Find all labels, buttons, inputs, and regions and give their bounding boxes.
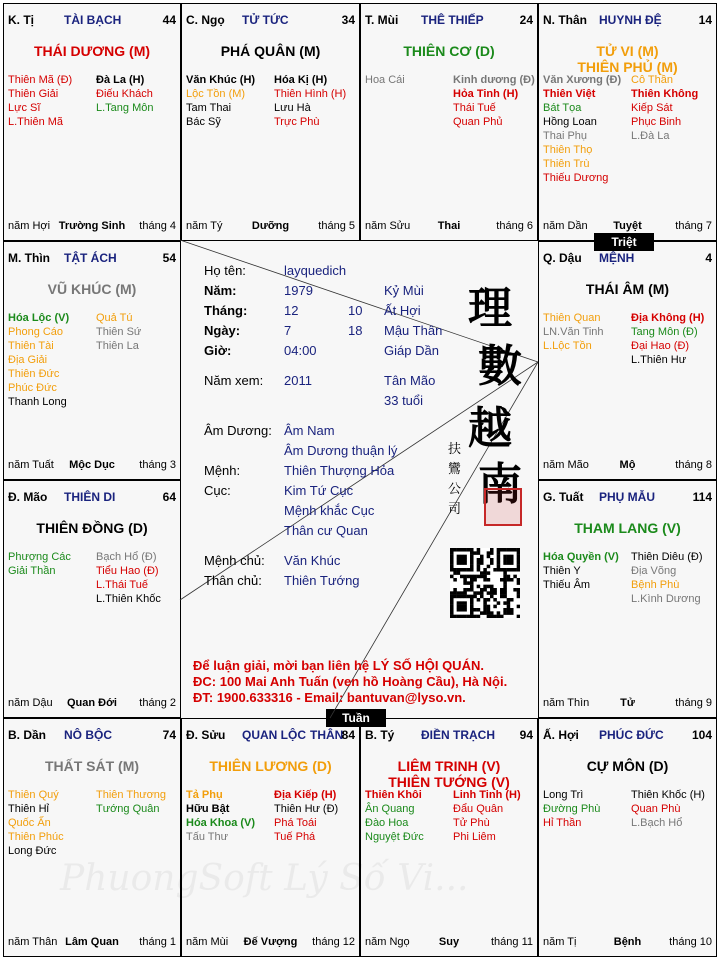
minor-star: Thiên Đức <box>8 368 60 380</box>
ngay-am: 18 <box>348 323 363 338</box>
palace-name: MỆNH <box>599 251 635 265</box>
minor-star: Thái Tuế <box>453 102 496 114</box>
palace-branch: Q. Dậu <box>543 251 582 265</box>
palace-number: 4 <box>705 251 712 265</box>
minor-star: Lộc Tồn (M) <box>186 88 246 100</box>
palace-cycle: Quan Đới <box>67 697 117 709</box>
palace-name: HUYNH ĐỆ <box>599 13 662 27</box>
main-star: VŨ KHÚC (M) <box>47 281 137 297</box>
palace-name: QUAN LỘC <box>242 728 306 742</box>
than-chu-value: Thiên Tướng <box>284 573 360 588</box>
minor-star: Hồng Loan <box>543 116 597 128</box>
palace-branch: N. Thân <box>543 13 587 27</box>
palace-year: năm Hợi <box>8 220 51 232</box>
minor-star: Thiếu Dương <box>543 172 609 184</box>
minor-star: Kiếp Sát <box>631 102 673 114</box>
minor-star: L.Thái Tuế <box>96 579 148 591</box>
calligraphy-char-3: 越 <box>468 403 512 454</box>
minor-star: Đào Hoa <box>365 817 409 829</box>
minor-star: Long Đức <box>8 845 57 857</box>
minor-star: Phượng Các <box>8 551 71 563</box>
main-star: THIÊN PHỦ (M) <box>577 59 678 75</box>
minor-star: Bác Sỹ <box>186 116 221 128</box>
palace-name: PHÚC ĐỨC <box>599 728 664 742</box>
minor-star: Phá Toái <box>274 817 317 829</box>
palace-cycle: Trường Sinh <box>58 220 126 232</box>
minor-star: Tả Phụ <box>186 789 223 801</box>
main-star: THIÊN LƯƠNG (D) <box>209 758 332 774</box>
palace-branch: Đ. Mão <box>8 490 48 504</box>
minor-star: Bạch Hổ (Đ) <box>96 551 157 563</box>
calligraphy-char-1: 理 <box>468 283 512 334</box>
minor-star: Thiếu Âm <box>543 579 591 591</box>
minor-star: Thiên Thương <box>96 789 167 801</box>
palace-month: tháng 6 <box>496 220 533 232</box>
minor-star: Thiên Giải <box>8 88 59 100</box>
palace-name: TỬ TỨC <box>242 13 289 27</box>
palace-number: 94 <box>519 728 533 742</box>
minor-star: Đại Hao (Đ) <box>631 340 690 352</box>
tuoi-value: 33 tuổi <box>384 393 424 408</box>
minor-star: Thiên Sứ <box>96 326 142 338</box>
minor-star: Thiên Việt <box>543 88 596 100</box>
nam-xem-can-chi: Tân Mão <box>384 373 436 388</box>
palace-branch: M. Thìn <box>8 251 50 265</box>
triet-tag: Triệt <box>594 233 654 251</box>
minor-star: Thiên Không <box>631 88 699 100</box>
main-star: THIÊN ĐỒNG (D) <box>36 520 148 536</box>
minor-star: Thai Phụ <box>543 130 588 142</box>
palace-year: năm Ngọ <box>365 936 410 948</box>
palace-month: tháng 2 <box>139 697 176 709</box>
minor-star: Hữu Bật <box>186 803 230 815</box>
minor-star: Hoa Cái <box>365 74 405 86</box>
minor-star: Hóa Kị (H) <box>274 74 328 86</box>
minor-star: Địa Giải <box>8 354 48 366</box>
seal-text: 扶鸞公司 <box>448 442 462 517</box>
minor-star: L.Tang Môn <box>96 102 154 114</box>
menh-chu-label: Mệnh chủ: <box>204 553 265 568</box>
minor-star: Thiên Trù <box>543 158 590 170</box>
minor-star: Tang Môn (Đ) <box>631 326 698 338</box>
palace-cycle: Suy <box>438 936 460 948</box>
minor-star: Thiên Hình (H) <box>274 88 347 100</box>
minor-star: Hóa Khoa (V) <box>186 817 256 829</box>
minor-star: Thanh Long <box>8 396 67 408</box>
palace-cycle: Mộc Dục <box>69 459 115 471</box>
palace-cycle: Bệnh <box>613 936 642 948</box>
minor-star: Bệnh Phù <box>631 579 680 591</box>
palace-branch: T. Mùi <box>365 13 399 27</box>
minor-star: Tấu Thư <box>186 831 229 843</box>
palace-month: tháng 11 <box>490 936 533 948</box>
than-marker: THÂN <box>310 728 344 742</box>
minor-star: Phục Binh <box>631 116 682 128</box>
minor-star: Hóa Lộc (V) <box>8 312 70 324</box>
minor-star: Thiên Quý <box>8 789 59 801</box>
palace-cycle: Mộ <box>619 459 636 471</box>
palace-year: năm Tuất <box>8 459 54 471</box>
thang-am: 10 <box>348 303 363 318</box>
minor-star: Tử Phù <box>453 817 490 829</box>
minor-star: Phong Cáo <box>8 326 64 338</box>
minor-star: Hỉ Thần <box>543 817 582 829</box>
main-star: TỬ VI (M) <box>596 43 659 59</box>
minor-star: Quốc Ấn <box>8 817 51 829</box>
am-duong-label: Âm Dương: <box>204 423 272 438</box>
thang-can-chi: Ất Hợi <box>384 303 421 318</box>
minor-star: L.Bạch Hổ <box>631 817 683 829</box>
ngay-can-chi: Mậu Thân <box>384 323 443 338</box>
minor-star: L.Đà La <box>631 130 670 142</box>
minor-star: Long Trì <box>543 789 584 801</box>
minor-star: Thiên Thọ <box>543 144 593 156</box>
minor-star: Lưu Hà <box>274 102 311 114</box>
tuan-tag: Tuần <box>326 709 386 727</box>
palace-name: PHỤ MẪU <box>599 490 655 504</box>
minor-star: Bát Tọa <box>543 102 582 114</box>
cuc-value: Kim Tứ Cục <box>284 483 354 498</box>
minor-star: Đà La (H) <box>96 74 145 86</box>
ngay-label: Ngày: <box>204 323 241 338</box>
thang-label: Tháng: <box>204 303 248 318</box>
ho-ten-value: layquedich <box>284 263 347 278</box>
minor-star: Thiên Mã (Đ) <box>8 74 73 86</box>
palace-number: 104 <box>691 728 712 742</box>
palace-number: 74 <box>162 728 176 742</box>
palace-name: THÊ THIẾP <box>421 13 484 27</box>
palace-cycle: Thai <box>437 220 461 232</box>
minor-star: Cô Thần <box>631 74 673 86</box>
palace-number: 24 <box>519 13 533 27</box>
palace-year: năm Tý <box>186 220 223 232</box>
menh-label: Mệnh: <box>204 463 241 478</box>
minor-star: Thiên Y <box>543 565 581 577</box>
main-star: THIÊN TƯỚNG (V) <box>388 774 510 790</box>
palace-branch: K. Tị <box>8 13 34 27</box>
palace-cycle: Đế Vượng <box>243 936 298 948</box>
minor-star: Văn Xương (Đ) <box>543 74 622 86</box>
palace-year: năm Thân <box>8 936 58 948</box>
cuc-note-2: Thân cư Quan <box>284 523 368 538</box>
palace-number: 54 <box>162 251 176 265</box>
minor-star: Đẩu Quân <box>453 803 504 815</box>
palace-year: năm Sửu <box>365 220 411 232</box>
minor-star: Tam Thai <box>186 102 232 114</box>
gio-label: Giờ: <box>204 343 232 358</box>
minor-star: Hỏa Tinh (H) <box>453 88 519 100</box>
minor-star: Kinh dương (Đ) <box>453 74 535 86</box>
minor-star: Thiên La <box>96 340 139 352</box>
palace-month: tháng 7 <box>675 220 712 232</box>
minor-star: LN.Văn Tinh <box>543 326 604 338</box>
palace-branch: Đ. Sửu <box>186 728 226 742</box>
palace-branch: B. Dần <box>8 728 47 742</box>
am-duong-note: Âm Dương thuận lý <box>284 443 398 458</box>
main-star: THIÊN CƠ (D) <box>403 43 495 59</box>
ngay-value: 7 <box>284 323 292 338</box>
palace-number: 114 <box>692 490 712 504</box>
minor-star: Tuế Phá <box>274 831 316 843</box>
palace-number: 44 <box>162 13 176 27</box>
palace-name: TẬT ÁCH <box>64 251 117 265</box>
nam-value: 1979 <box>284 283 313 298</box>
palace-year: năm Dậu <box>8 697 53 709</box>
minor-star: Thiên Tài <box>8 340 54 352</box>
gio-can-chi: Giáp Dần <box>384 343 439 358</box>
minor-star: Linh Tinh (H) <box>453 789 521 801</box>
contact-line-3: ĐT: 1900.633316 - Email: bantuvan@lyso.vn. <box>193 690 466 705</box>
palace-month: tháng 5 <box>318 220 355 232</box>
calligraphy-small <box>448 440 462 520</box>
palace-cycle: Dưỡng <box>251 220 290 232</box>
minor-star: Tướng Quân <box>96 803 160 815</box>
nam-can-chi: Kỷ Mùi <box>384 283 424 298</box>
palace-month: tháng 8 <box>675 459 712 471</box>
menh-value: Thiên Thượng Hỏa <box>284 463 395 478</box>
palace-branch: G. Tuất <box>543 490 584 504</box>
palace-cycle: Lâm Quan <box>65 936 119 948</box>
calligraphy-char-4: 南 <box>478 459 522 510</box>
minor-star: Giải Thần <box>8 565 56 577</box>
palace-cycle: Tuyệt <box>613 220 642 232</box>
palace-year: năm Tị <box>543 936 577 948</box>
minor-star: Địa Không (H) <box>631 312 705 324</box>
cuc-label: Cục: <box>204 483 231 498</box>
palace-name: THIÊN DI <box>64 490 116 504</box>
minor-star: Quan Phủ <box>453 116 503 128</box>
minor-star: Lực Sĩ <box>8 102 41 114</box>
ho-ten-label: Họ tên: <box>204 263 246 278</box>
main-star: PHÁ QUÂN (M) <box>220 43 321 59</box>
minor-star: Phi Liêm <box>453 831 496 843</box>
main-star: LIÊM TRINH (V) <box>397 758 501 774</box>
minor-star: Địa Kiếp (H) <box>274 789 337 801</box>
contact-line-2: ĐC: 100 Mai Anh Tuấn (ven hồ Hoàng Cầu), Hà Nội. <box>193 674 508 689</box>
minor-star: Thiên Khôi <box>365 789 422 801</box>
minor-star: Phúc Đức <box>8 382 57 394</box>
palace-month: tháng 1 <box>139 936 176 948</box>
minor-star: L.Kình Dương <box>631 593 701 605</box>
palace-year: năm Mão <box>543 459 589 471</box>
minor-star: Đường Phù <box>543 803 601 815</box>
palace-number: 14 <box>698 13 712 27</box>
minor-star: L.Lộc Tồn <box>543 340 592 352</box>
minor-star: Quan Phù <box>631 803 681 815</box>
minor-star: L.Thiên Mã <box>8 116 64 128</box>
palace-month: tháng 4 <box>139 220 176 232</box>
palace-number: 64 <box>162 490 176 504</box>
palace-name: TÀI BẠCH <box>64 13 122 27</box>
minor-star: Thiên Hư (Đ) <box>274 803 339 815</box>
minor-star: Trực Phù <box>274 116 320 128</box>
nam-label: Năm: <box>204 283 237 298</box>
minor-star: Thiên Hỉ <box>8 803 49 815</box>
minor-star: Thiên Phúc <box>8 831 64 843</box>
minor-star: Thiên Diêu (Đ) <box>631 551 703 563</box>
gio-value: 04:00 <box>284 343 317 358</box>
main-star: THÁI DƯƠNG (M) <box>33 43 151 59</box>
palace-number: 84 <box>341 728 355 742</box>
qr-code[interactable] <box>450 548 520 618</box>
palace-month: tháng 3 <box>139 459 176 471</box>
minor-star: Tiểu Hao (Đ) <box>96 565 159 577</box>
palace-year: năm Thìn <box>543 697 590 709</box>
minor-star: Văn Khúc (H) <box>186 74 256 86</box>
than-chu-label: Thân chủ: <box>204 573 262 588</box>
palace-branch: Ấ. Hợi <box>543 728 579 742</box>
contact-line-1: Để luận giải, mời bạn liên hệ LÝ SỐ HỘI QUÁN. <box>193 658 484 673</box>
minor-star: L.Thiên Khốc <box>96 593 161 605</box>
watermark: PhuongSoft Lý Số Vi... <box>60 858 469 899</box>
minor-star: Thiên Quan <box>543 312 601 324</box>
minor-star: Thiên Khốc (H) <box>631 789 705 801</box>
palace-month: tháng 10 <box>669 936 712 948</box>
palace-branch: C. Ngọ <box>186 13 225 27</box>
palace-year: năm Mùi <box>186 936 229 948</box>
main-star: THAM LANG (V) <box>574 520 681 536</box>
minor-star: Hóa Quyền (V) <box>543 551 619 563</box>
red-seal-stamp <box>484 488 522 526</box>
cuc-note-1: Mệnh khắc Cục <box>284 503 375 518</box>
palace-number: 34 <box>341 13 355 27</box>
am-duong-value: Âm Nam <box>284 423 335 438</box>
minor-star: Địa Võng <box>631 565 677 577</box>
palace-month: tháng 9 <box>675 697 712 709</box>
palace-name: ĐIỀN TRẠCH <box>421 728 495 742</box>
nam-xem-label: Năm xem: <box>204 373 264 388</box>
minor-star: L.Thiên Hư <box>631 354 687 366</box>
minor-star: Nguyệt Đức <box>365 831 424 843</box>
main-star: THÁI ÂM (M) <box>585 281 670 297</box>
palace-month: tháng 12 <box>312 936 355 948</box>
minor-star: Ân Quang <box>365 803 415 815</box>
palace-branch: B. Tý <box>365 728 395 742</box>
palace-year: năm Dần <box>543 220 588 232</box>
nam-xem-value: 2011 <box>284 373 312 388</box>
main-star: CỰ MÔN (D) <box>586 758 669 774</box>
menh-chu-value: Văn Khúc <box>284 553 341 568</box>
main-star: THẤT SÁT (M) <box>44 758 140 774</box>
palace-cycle: Tử <box>620 697 635 709</box>
thang-value: 12 <box>284 303 299 318</box>
palace-name: NÔ BỘC <box>64 728 112 742</box>
minor-star: Quả Tú <box>96 312 133 324</box>
minor-star: Điếu Khách <box>96 88 153 100</box>
calligraphy-char-2: 數 <box>478 341 522 392</box>
